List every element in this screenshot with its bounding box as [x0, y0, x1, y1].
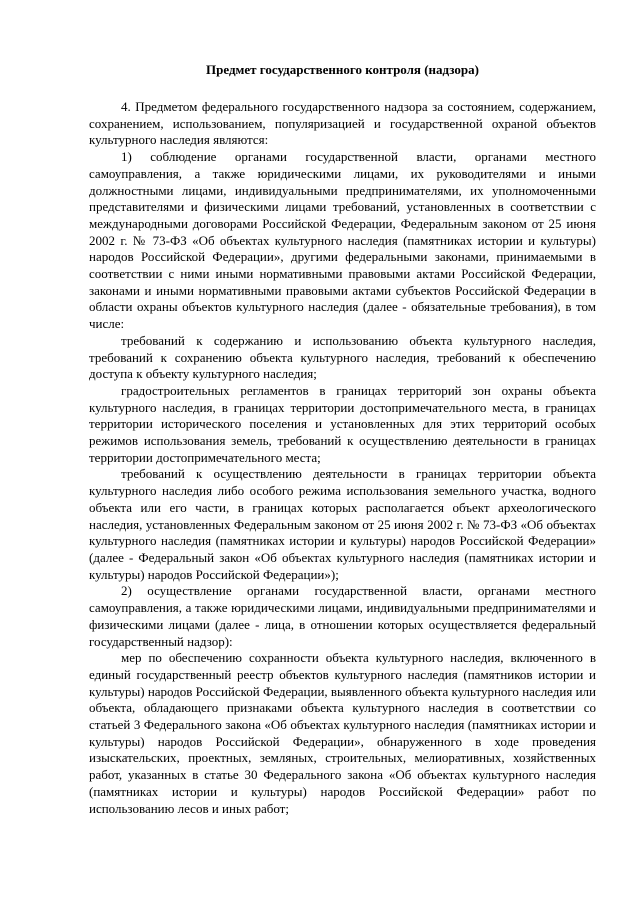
paragraph-item-1: 1) соблюдение органами государственной власти, органами местного самоуправления, а также юридическими лицами, их руководителями и иными должностными лицами, индивидуальными предпринимателями, их уполномоченными представителями и физическими лицами требований, установленных в соответствии с международными договорами Российской Федерации, Федеральным законом от 25 июня 2002 г. № 73-ФЗ «Об объектах культурного наследия (памятниках истории и культуры) народов Российской Федерации», другими федеральными законами, принимаемыми в соответствии с ними иными нормативными правовыми актами Российской Федерации, законами и иными нормативными правовыми актами субъектов Российской Федерации в области охраны объектов культурного наследия (далее - обязательные требования), в том числе: — [89, 149, 596, 332]
paragraph-content-requirements: требований к содержанию и использованию объекта культурного наследия, требований к сохранению объекта культурного наследия, требований к обеспечению доступа к объекту культурного наследия; — [89, 332, 596, 382]
paragraph-activity-requirements: требований к осуществлению деятельности в границах территории объекта культурного наследия либо особого режима использования земельного участка, водного объекта или его части, в границах которых располагается объект археологического наследия, установленных Федеральным законом от 25 июня 2002 г. № 73-ФЗ «Об объектах культурного наследия (памятниках истории и культуры) народов Российской Федерации» (далее - Федеральный закон «Об объектах культурного наследия (памятниках истории и культуры) народов Российской Федерации»); — [89, 466, 596, 582]
paragraph-item-2: 2) осуществление органами государственной власти, органами местного самоуправления, а также юридическими лицами, индивидуальными предпринимателями и физическими лицами (далее - лица, в отношении которых осуществляется федеральный государственный надзор): — [89, 583, 596, 649]
document-page — [89, 62, 596, 817]
section-heading: Предмет государственного контроля (надзора) — [206, 62, 479, 77]
paragraph-urban-regulations: градостроительных регламентов в границах территорий зон охраны объекта культурного наследия, в границах территории достопримечательного места, в границах территории исторического поселения и установленных для этих территорий особых режимов использования земель, требований к осуществлению деятельности в границах территории достопримечательного места; — [89, 382, 596, 465]
paragraph-4-intro: 4. Предметом федерального государственного надзора за состоянием, содержанием, сохранением, использованием, популяризацией и государственной охраной объектов культурного наследия являются: — [89, 99, 596, 148]
paragraph-preservation-measures: мер по обеспечению сохранности объекта культурного наследия, включенного в единый государственный реестр объектов культурного наследия (памятников истории и культуры) народов Российской Федерации, выявленного объекта культурного наследия или объекта, обладающего признаками объекта культурного наследия в соответствии со статьей 3 Федерального закона «Об объектах культурного наследия (памятниках истории и культуры) народов Российской Федерации», обнаруженного в ходе проведения изыскательских, проектных, земляных, строительных, мелиоративных, хозяйственных работ, указанных в статье 30 Федерального закона «Об объектах культурного наследия (памятниках истории и культуры) народов Российской Федерации» работ по использованию лесов и иных работ; — [89, 650, 596, 816]
